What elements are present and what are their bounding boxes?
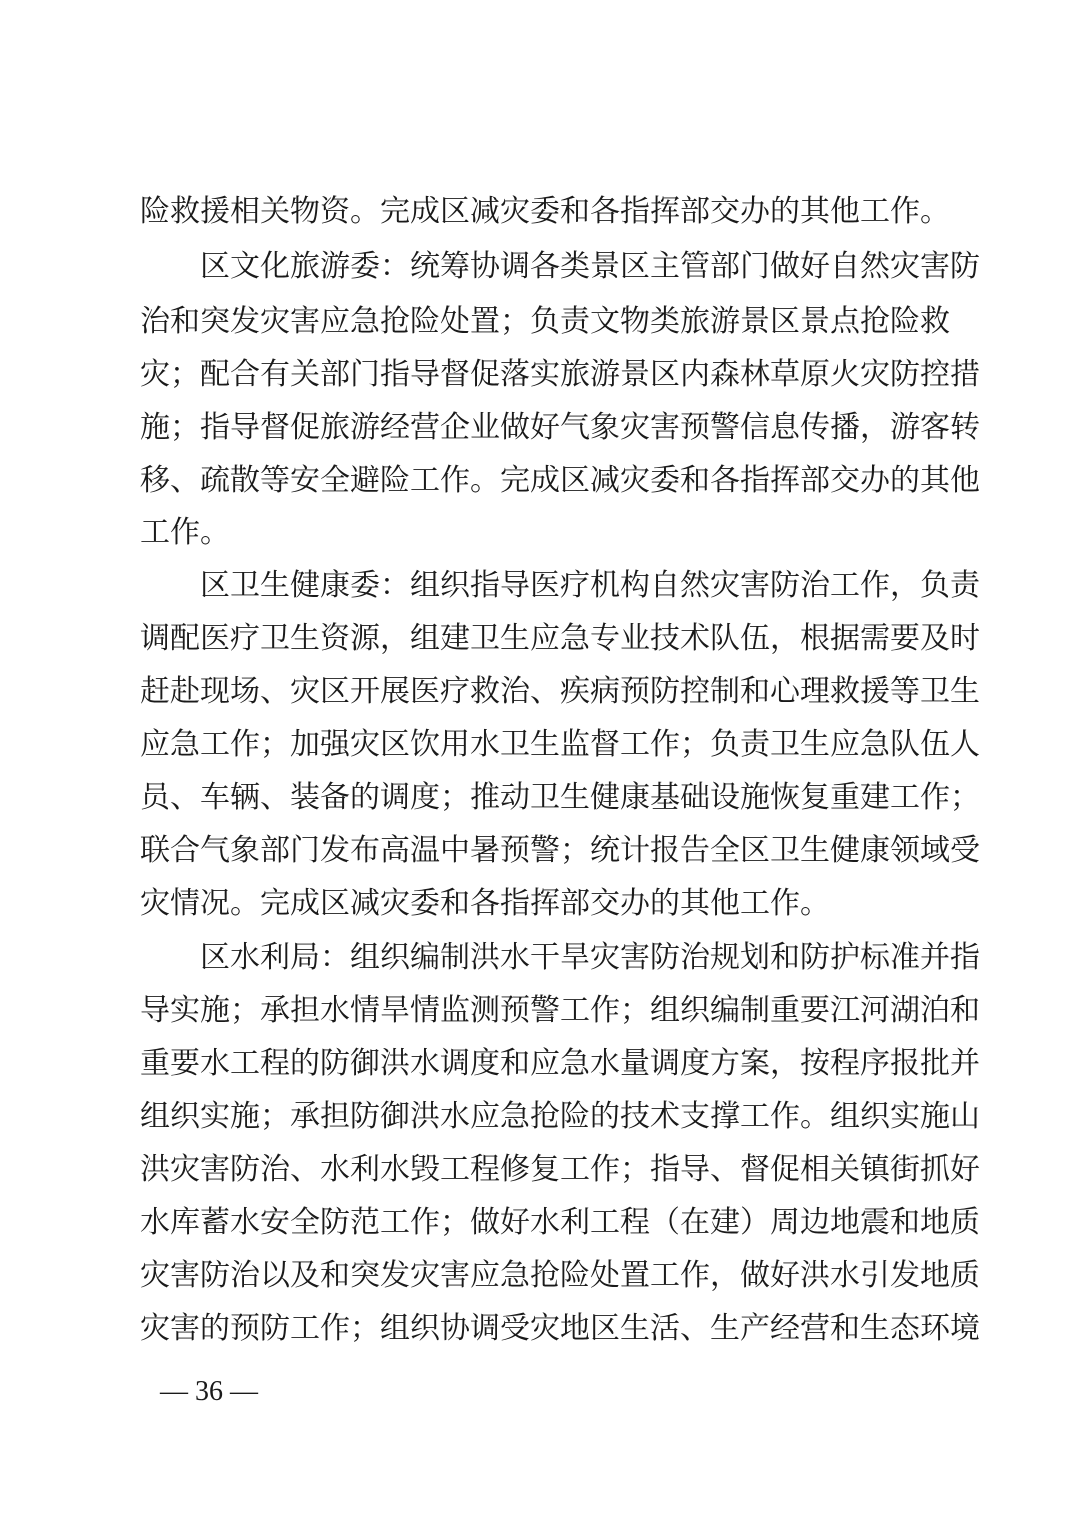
text-line: 险救援相关物资。完成区减灾委和各指挥部交办的其他工作。: [140, 194, 950, 229]
text-line: 导实施；承担水情旱情监测预警工作；组织编制重要江河湖泊和: [140, 993, 980, 1028]
text-line: 灾害的预防工作；组织协调受灾地区生活、生产经营和生态环境: [140, 1311, 980, 1346]
text-line: 赶赴现场、灾区开展医疗救治、疾病预防控制和心理救援等卫生: [140, 674, 980, 709]
text-line: 联合气象部门发布高温中暑预警；统计报告全区卫生健康领域受: [140, 833, 980, 868]
text-line: 工作。: [140, 515, 230, 550]
text-line: 灾情况。完成区减灾委和各指挥部交办的其他工作。: [140, 886, 830, 921]
text-line: 组织实施；承担防御洪水应急抢险的技术支撑工作。组织实施山: [140, 1099, 980, 1134]
text-line: 区文化旅游委：统筹协调各类景区主管部门做好自然灾害防: [200, 249, 980, 284]
text-line: 区卫生健康委：组织指导医疗机构自然灾害防治工作，负责: [200, 568, 980, 603]
text-line: 水库蓄水安全防范工作；做好水利工程（在建）周边地震和地质: [140, 1205, 980, 1240]
text-line: 移、疏散等安全避险工作。完成区减灾委和各指挥部交办的其他: [140, 463, 980, 498]
text-line: 灾害防治以及和突发灾害应急抢险处置工作，做好洪水引发地质: [140, 1258, 980, 1293]
text-line: 洪灾害防治、水利水毁工程修复工作；指导、督促相关镇街抓好: [140, 1152, 980, 1187]
text-line: 重要水工程的防御洪水调度和应急水量调度方案，按程序报批并: [140, 1046, 980, 1081]
text-line: 员、车辆、装备的调度；推动卫生健康基础设施恢复重建工作；: [140, 780, 980, 815]
text-line: 调配医疗卫生资源，组建卫生应急专业技术队伍，根据需要及时: [140, 621, 980, 656]
text-line: 治和突发灾害应急抢险处置；负责文物类旅游景区景点抢险救: [140, 304, 950, 339]
text-line: 应急工作；加强灾区饮用水卫生监督工作；负责卫生应急队伍人: [140, 727, 980, 762]
text-line: 区水利局：组织编制洪水干旱灾害防治规划和防护标准并指: [200, 940, 980, 975]
text-line: 灾；配合有关部门指导督促落实旅游景区内森林草原火灾防控措: [140, 357, 980, 392]
text-line: 施；指导督促旅游经营企业做好气象灾害预警信息传播，游客转: [140, 410, 980, 445]
page-number: — 36 —: [160, 1376, 258, 1407]
